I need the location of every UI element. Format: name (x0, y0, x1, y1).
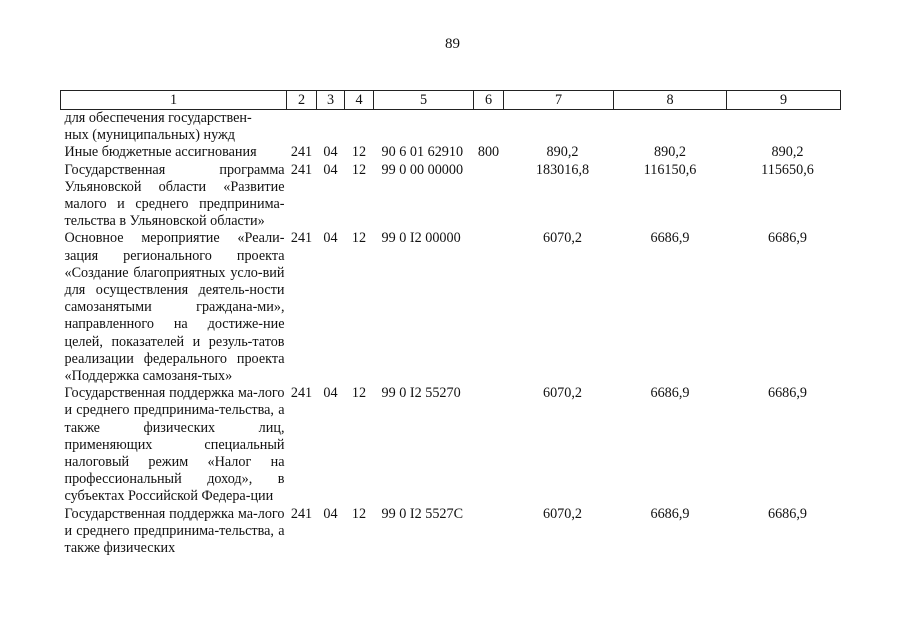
row-pr-cell: 12 (351, 144, 367, 161)
row-rz-cell: 04 (323, 505, 338, 522)
row-year1-cell: 6070,2 (542, 505, 582, 522)
table-row (61, 385, 841, 505)
row-csr-cell: 99 0 I2 00000 (381, 230, 461, 247)
row-vr-cell (474, 506, 504, 558)
row-rz-cell: 04 (323, 230, 338, 247)
row-rz-cell (317, 110, 345, 145)
row-year1-cell (504, 110, 614, 145)
table-row (61, 230, 841, 385)
row-pr-cell: 12 (351, 385, 367, 402)
row-pr-cell (345, 110, 374, 145)
row-rz-cell: 04 (323, 144, 338, 161)
row-ved-cell: 241 (290, 385, 313, 402)
header-col-4: 4 (345, 91, 374, 110)
row-csr-cell: 90 6 01 62910 (381, 144, 464, 161)
row-name-cell: Государственная поддержка ма-лого и среднего предпринима-тельства, а также физических лиц, применяющих специальный налоговый режим «Налог на профессиональный доход», в субъектах Российской Федера-ции (64, 385, 285, 505)
row-year1-cell: 6070,2 (542, 385, 582, 402)
table-row (61, 110, 841, 145)
page-number: 89 (445, 36, 460, 52)
row-name-cell: для обеспечения государствен- ных (муниципальных) нужд (64, 110, 252, 144)
row-vr-cell (474, 110, 504, 145)
row-ved-cell: 241 (290, 230, 313, 247)
row-year2-cell: 6686,9 (650, 505, 690, 522)
row-ved-cell: 241 (290, 505, 313, 522)
row-year3-cell: 115650,6 (761, 161, 814, 178)
table-row (61, 144, 841, 161)
row-vr-cell: 800 (477, 144, 500, 161)
row-rz-cell: 04 (323, 161, 338, 178)
row-csr-cell: 99 0 00 00000 (381, 161, 464, 178)
row-name-cell: Основное мероприятие «Реали-зация регионального проекта «Создание благоприятных усло-вий для осуществления деятель-ности самозанятыми граждана-ми», направленного на достиже-ние целей, показателей и резуль-татов реализации федерального проекта «Поддержка самозаня-тых» (64, 230, 285, 385)
row-ved-cell: 241 (290, 161, 313, 178)
table-row (61, 506, 841, 558)
row-year2-cell: 6686,9 (650, 230, 690, 247)
row-year3-cell: 890,2 (771, 144, 804, 161)
row-pr-cell: 12 (351, 230, 367, 247)
header-col-2: 2 (287, 91, 317, 110)
header-col-9: 9 (727, 91, 841, 110)
row-csr-cell: 99 0 I2 55270 (381, 385, 461, 402)
row-ved-cell: 241 (290, 144, 313, 161)
table-row (61, 162, 841, 231)
row-ved-cell (287, 110, 317, 145)
row-csr-cell: 99 0 I2 5527С (381, 505, 464, 522)
header-col-7: 7 (504, 91, 614, 110)
row-year1-cell: 890,2 (546, 144, 579, 161)
budget-table (60, 90, 841, 557)
header-col-5: 5 (374, 91, 474, 110)
row-year3-cell: 6686,9 (767, 385, 807, 402)
row-year1-cell: 183016,8 (535, 161, 590, 178)
row-pr-cell: 12 (351, 161, 367, 178)
row-rz-cell: 04 (323, 385, 338, 402)
row-vr-cell (474, 230, 504, 385)
row-year1-cell: 6070,2 (542, 230, 582, 247)
row-year2-cell (614, 110, 727, 145)
row-year3-cell: 6686,9 (767, 505, 807, 522)
header-col-8: 8 (614, 91, 727, 110)
row-name-cell: Государственная поддержка ма-лого и среднего предпринима-тельства, а также физических (64, 505, 285, 557)
row-year2-cell: 116150,6 (643, 161, 697, 178)
table-header-row (61, 91, 841, 110)
row-csr-cell (374, 110, 474, 145)
row-name-cell: Государственная программа Ульяновской области «Развитие малого и среднего предпринима-тельства в Ульяновской области» (64, 161, 285, 230)
row-vr-cell (474, 162, 504, 231)
row-year3-cell: 6686,9 (767, 230, 807, 247)
row-name-cell: Иные бюджетные ассигнования (64, 144, 257, 161)
row-year2-cell: 890,2 (654, 144, 686, 161)
row-year3-cell (727, 110, 841, 145)
header-col-6: 6 (474, 91, 504, 110)
header-col-3: 3 (317, 91, 345, 110)
row-vr-cell (474, 385, 504, 505)
row-year2-cell: 6686,9 (650, 385, 690, 402)
row-pr-cell: 12 (351, 505, 367, 522)
header-col-1: 1 (61, 91, 287, 110)
